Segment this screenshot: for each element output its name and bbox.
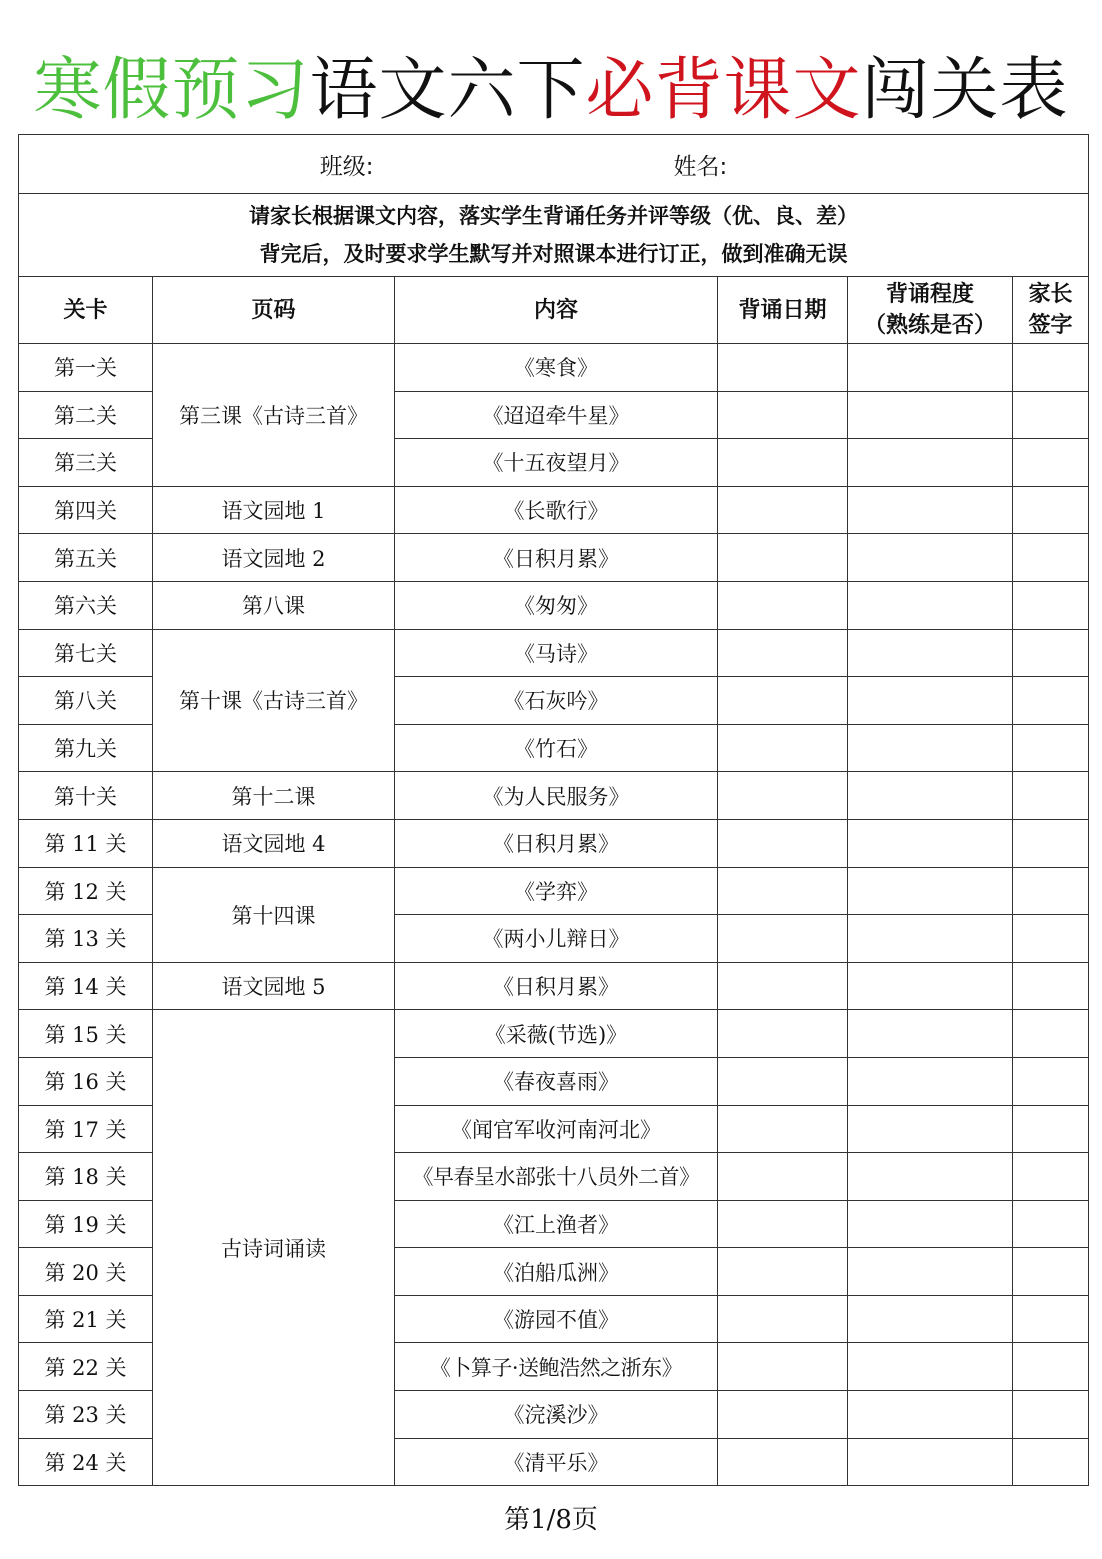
degree-cell[interactable]: [848, 439, 1013, 487]
level-cell: 第六关: [19, 581, 153, 629]
page-footer: 第1/8页: [504, 1505, 598, 1535]
sign-cell[interactable]: [1013, 1057, 1089, 1105]
date-cell[interactable]: [718, 724, 848, 772]
sign-cell[interactable]: [1013, 391, 1089, 439]
table-row: [19, 962, 1089, 1010]
sign-cell[interactable]: [1013, 629, 1089, 677]
level-cell: 第 24 关: [19, 1438, 153, 1486]
header-degree-line-2: （熟练是否）: [863, 313, 996, 338]
level-cell: 第八关: [19, 677, 153, 725]
page-cell: 语文园地 1: [153, 486, 395, 534]
instruction-line-1: 请家长根据课文内容，落实学生背诵任务并评等级（优、良、差）: [249, 203, 859, 228]
degree-cell[interactable]: [848, 1343, 1013, 1391]
page-cell: 语文园地 4: [153, 819, 395, 867]
header-degree: [848, 277, 1013, 344]
degree-cell[interactable]: [848, 677, 1013, 725]
sign-cell[interactable]: [1013, 1200, 1089, 1248]
content-cell: 《江上渔者》: [395, 1200, 718, 1248]
header-degree-line-1: 背诵程度: [885, 282, 974, 307]
date-cell[interactable]: [718, 391, 848, 439]
degree-cell[interactable]: [848, 1438, 1013, 1486]
sign-cell[interactable]: [1013, 724, 1089, 772]
degree-cell[interactable]: [848, 772, 1013, 820]
date-cell[interactable]: [718, 1200, 848, 1248]
level-cell: 第 18 关: [19, 1153, 153, 1201]
level-cell: 第四关: [19, 486, 153, 534]
degree-cell[interactable]: [848, 1248, 1013, 1296]
table-row: [19, 344, 1089, 392]
level-cell: 第七关: [19, 629, 153, 677]
degree-cell[interactable]: [848, 1295, 1013, 1343]
table-row: [19, 629, 1089, 677]
table-row: [19, 534, 1089, 582]
level-cell: 第十关: [19, 772, 153, 820]
date-cell[interactable]: [718, 486, 848, 534]
sign-cell[interactable]: [1013, 962, 1089, 1010]
degree-cell[interactable]: [848, 1105, 1013, 1153]
date-cell[interactable]: [718, 1057, 848, 1105]
degree-cell[interactable]: [848, 1391, 1013, 1439]
page-cell: 第八课: [153, 581, 395, 629]
level-cell: 第九关: [19, 724, 153, 772]
content-cell: 《日积月累》: [395, 819, 718, 867]
header-row: [19, 277, 1089, 344]
content-cell: 《闻官军收河南河北》: [395, 1105, 718, 1153]
degree-cell[interactable]: [848, 486, 1013, 534]
date-cell[interactable]: [718, 867, 848, 915]
class-label: 班级:: [319, 153, 374, 180]
sign-cell[interactable]: [1013, 1105, 1089, 1153]
title-black-2: 闯关表: [861, 51, 1069, 130]
header-page: 页码: [153, 277, 395, 344]
sign-cell[interactable]: [1013, 439, 1089, 487]
sign-cell[interactable]: [1013, 1248, 1089, 1296]
date-cell[interactable]: [718, 677, 848, 725]
title-green: 寒假预习: [33, 51, 310, 130]
header-sign-line-2: 签字: [1028, 313, 1073, 338]
content-cell: 《寒食》: [395, 344, 718, 392]
date-cell[interactable]: [718, 439, 848, 487]
sign-cell[interactable]: [1013, 1391, 1089, 1439]
date-cell[interactable]: [718, 1295, 848, 1343]
level-cell: 第 23 关: [19, 1391, 153, 1439]
degree-cell[interactable]: [848, 534, 1013, 582]
level-cell: 第一关: [19, 344, 153, 392]
content-cell: 《两小儿辩日》: [395, 915, 718, 963]
content-cell: 《日积月累》: [395, 534, 718, 582]
sign-cell[interactable]: [1013, 344, 1089, 392]
level-cell: 第 22 关: [19, 1343, 153, 1391]
sign-cell[interactable]: [1013, 1010, 1089, 1058]
degree-cell[interactable]: [848, 391, 1013, 439]
instructions-row: [19, 194, 1089, 277]
date-cell[interactable]: [718, 1153, 848, 1201]
date-cell[interactable]: [718, 772, 848, 820]
sign-cell[interactable]: [1013, 1153, 1089, 1201]
degree-cell[interactable]: [848, 581, 1013, 629]
content-cell: 《长歌行》: [395, 486, 718, 534]
level-cell: 第 11 关: [19, 819, 153, 867]
sign-cell[interactable]: [1013, 677, 1089, 725]
date-cell[interactable]: [718, 581, 848, 629]
level-cell: 第二关: [19, 391, 153, 439]
sign-cell[interactable]: [1013, 1343, 1089, 1391]
content-cell: 《匆匆》: [395, 581, 718, 629]
date-cell[interactable]: [718, 962, 848, 1010]
level-cell: 第三关: [19, 439, 153, 487]
content-cell: 《游园不值》: [395, 1295, 718, 1343]
content-cell: 《石灰吟》: [395, 677, 718, 725]
header-date: 背诵日期: [718, 277, 848, 344]
level-cell: 第 16 关: [19, 1057, 153, 1105]
date-cell[interactable]: [718, 1343, 848, 1391]
sign-cell[interactable]: [1013, 915, 1089, 963]
page-cell: 第十二课: [153, 772, 395, 820]
page-cell: 第十四课: [153, 867, 395, 962]
table-row: [19, 867, 1089, 915]
level-cell: 第 17 关: [19, 1105, 153, 1153]
content-cell: 《卜算子·送鲍浩然之浙东》: [395, 1343, 718, 1391]
degree-cell[interactable]: [848, 962, 1013, 1010]
level-cell: 第 19 关: [19, 1200, 153, 1248]
content-cell: 《日积月累》: [395, 962, 718, 1010]
table-row: [19, 581, 1089, 629]
degree-cell[interactable]: [848, 344, 1013, 392]
sign-cell[interactable]: [1013, 486, 1089, 534]
page-title: [0, 50, 1102, 132]
table-row: [19, 1010, 1089, 1058]
date-cell[interactable]: [718, 1391, 848, 1439]
content-cell: 《泊船瓜洲》: [395, 1248, 718, 1296]
content-cell: 《采薇(节选)》: [395, 1010, 718, 1058]
sign-cell[interactable]: [1013, 581, 1089, 629]
degree-cell[interactable]: [848, 1200, 1013, 1248]
date-cell[interactable]: [718, 1105, 848, 1153]
degree-cell[interactable]: [848, 867, 1013, 915]
name-label: 姓名:: [673, 153, 728, 180]
content-cell: 《竹石》: [395, 724, 718, 772]
page-cell: 第十课《古诗三首》: [153, 629, 395, 772]
degree-cell[interactable]: [848, 1153, 1013, 1201]
sign-cell[interactable]: [1013, 867, 1089, 915]
table-row: [19, 486, 1089, 534]
degree-cell[interactable]: [848, 915, 1013, 963]
instruction-line-2: 背完后，及时要求学生默写并对照课本进行订正，做到准确无误: [259, 241, 848, 266]
level-cell: 第 20 关: [19, 1248, 153, 1296]
date-cell[interactable]: [718, 629, 848, 677]
degree-cell[interactable]: [848, 1057, 1013, 1105]
info-row: [19, 135, 1089, 194]
sign-cell[interactable]: [1013, 819, 1089, 867]
sign-cell[interactable]: [1013, 1295, 1089, 1343]
title-red: 必背课文: [585, 51, 862, 130]
level-cell: 第 12 关: [19, 867, 153, 915]
page-cell: 古诗词诵读: [153, 1010, 395, 1486]
checklist-table: [18, 134, 1089, 1486]
title-black-1: 语文六下: [309, 51, 586, 130]
header-sign: [1013, 277, 1089, 344]
sign-cell[interactable]: [1013, 534, 1089, 582]
level-cell: 第五关: [19, 534, 153, 582]
content-cell: 《清平乐》: [395, 1438, 718, 1486]
sign-cell[interactable]: [1013, 1438, 1089, 1486]
page-cell: 语文园地 2: [153, 534, 395, 582]
date-cell[interactable]: [718, 344, 848, 392]
degree-cell[interactable]: [848, 1010, 1013, 1058]
level-cell: 第 21 关: [19, 1295, 153, 1343]
content-cell: 《早春呈水部张十八员外二首》: [395, 1153, 718, 1201]
content-cell: 《为人民服务》: [395, 772, 718, 820]
date-cell[interactable]: [718, 534, 848, 582]
date-cell[interactable]: [718, 915, 848, 963]
sign-cell[interactable]: [1013, 772, 1089, 820]
header-content: 内容: [395, 277, 718, 344]
date-cell[interactable]: [718, 819, 848, 867]
date-cell[interactable]: [718, 1248, 848, 1296]
header-sign-line-1: 家长: [1028, 282, 1073, 307]
level-cell: 第 15 关: [19, 1010, 153, 1058]
degree-cell[interactable]: [848, 629, 1013, 677]
content-cell: 《春夜喜雨》: [395, 1057, 718, 1105]
page-cell: 语文园地 5: [153, 962, 395, 1010]
date-cell[interactable]: [718, 1010, 848, 1058]
content-cell: 《迢迢牵牛星》: [395, 391, 718, 439]
content-cell: 《浣溪沙》: [395, 1391, 718, 1439]
content-cell: 《十五夜望月》: [395, 439, 718, 487]
content-cell: 《学弈》: [395, 867, 718, 915]
degree-cell[interactable]: [848, 819, 1013, 867]
degree-cell[interactable]: [848, 724, 1013, 772]
level-cell: 第 13 关: [19, 915, 153, 963]
header-level: 关卡: [19, 277, 153, 344]
table-row: [19, 819, 1089, 867]
date-cell[interactable]: [718, 1438, 848, 1486]
table-row: [19, 772, 1089, 820]
page-cell: 第三课《古诗三首》: [153, 344, 395, 487]
level-cell: 第 14 关: [19, 962, 153, 1010]
content-cell: 《马诗》: [395, 629, 718, 677]
